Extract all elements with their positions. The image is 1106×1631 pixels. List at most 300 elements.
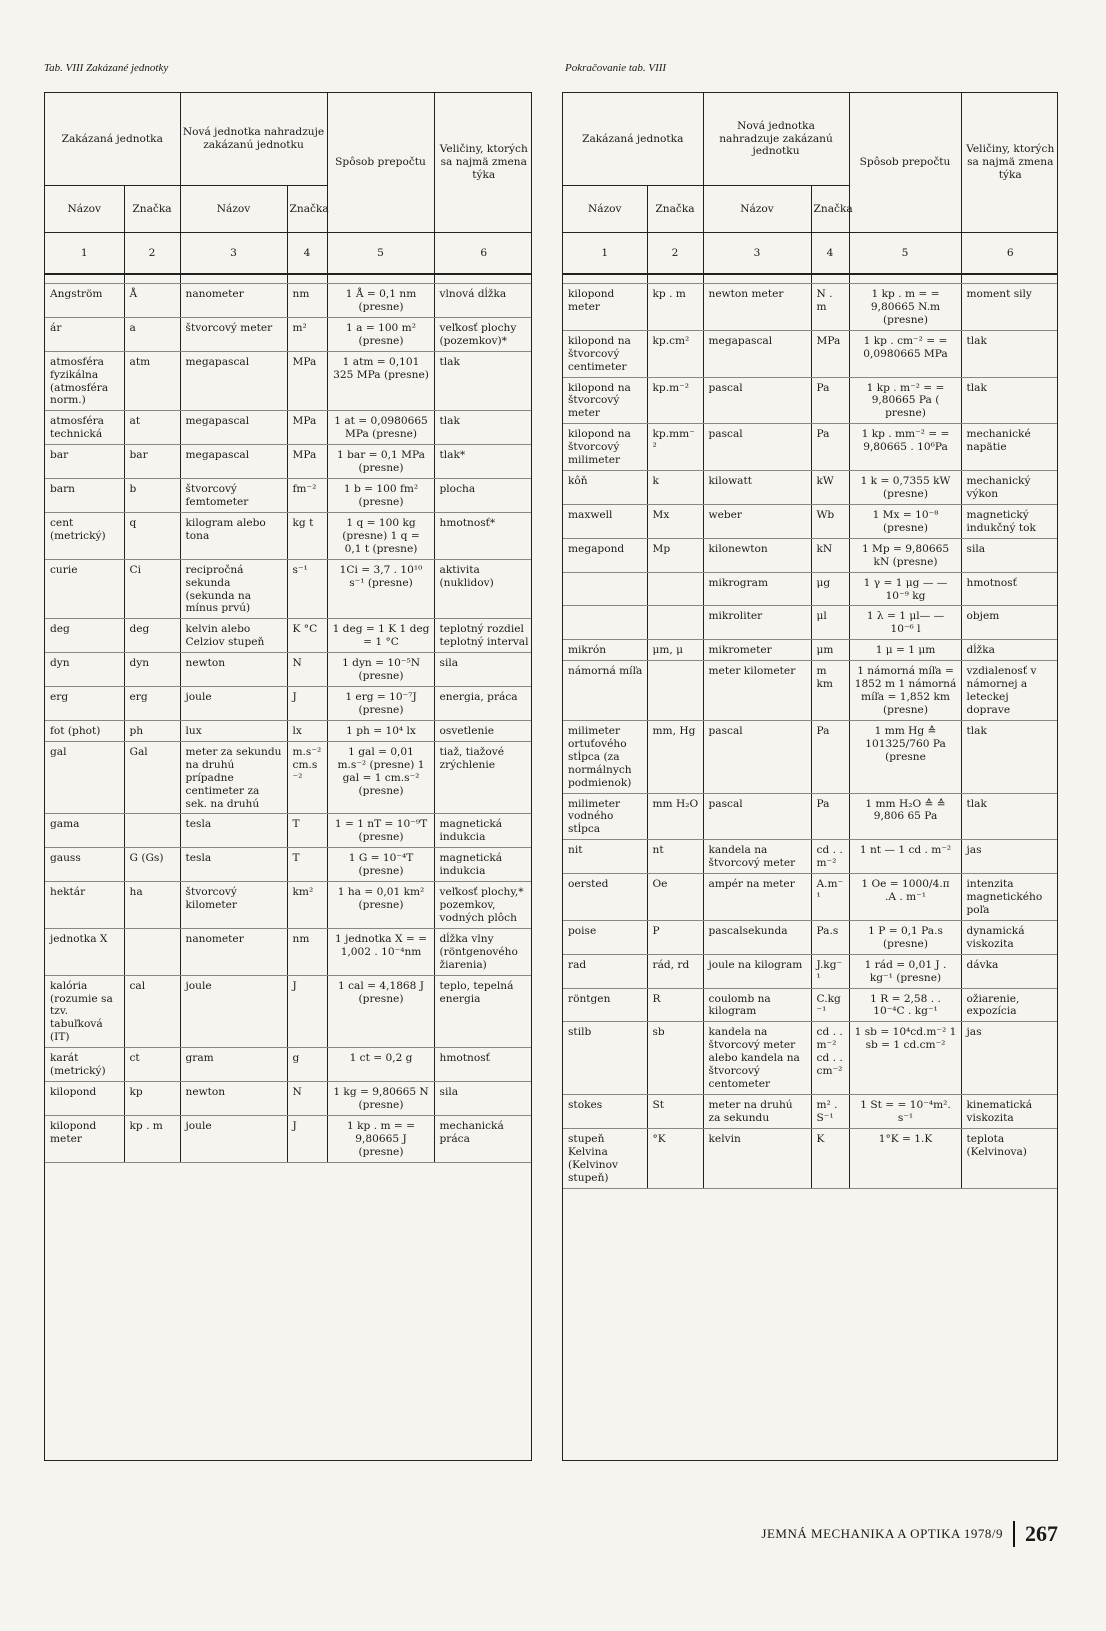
cell-new-symbol: Pa — [811, 720, 849, 793]
header-quantities: Veličiny, ktorých sa najmä zmena týka — [961, 93, 1058, 233]
cell-forbidden-symbol — [647, 606, 703, 640]
units-table-right — [563, 93, 1058, 1189]
cell-conversion: 1 kp . m = = 9,80665 J (presne) — [327, 1115, 434, 1162]
cell-new-symbol: MPa — [287, 445, 327, 479]
cell-conversion: 1 q = 100 kg (presne) 1 q = 0,1 t (presne) — [327, 512, 434, 559]
table-row — [563, 840, 1058, 874]
cell-new-name: weber — [703, 504, 811, 538]
table-row — [45, 411, 532, 445]
cell-forbidden-name: atmosféra fyzikálna (atmosféra norm.) — [45, 351, 124, 411]
cell-new-name: lux — [180, 720, 287, 741]
cell-quantity: sila — [961, 538, 1058, 572]
cell-new-symbol: μg — [811, 572, 849, 606]
cell-new-name: megapascal — [180, 445, 287, 479]
cell-conversion: 1 cal = 4,1868 J (presne) — [327, 975, 434, 1048]
cell-forbidden-name: jednotka X — [45, 928, 124, 975]
cell-quantity: dávka — [961, 954, 1058, 988]
table-row — [563, 424, 1058, 471]
cell-new-name: štvorcový femtometer — [180, 479, 287, 513]
cell-forbidden-name: stupeň Kelvina (Kelvinov stupeň) — [563, 1128, 647, 1188]
cell-quantity: magnetická indukcia — [434, 814, 532, 848]
table-row — [45, 559, 532, 619]
cell-forbidden-symbol: μm, μ — [647, 640, 703, 661]
cell-forbidden-name: karát (metrický) — [45, 1048, 124, 1082]
cell-new-symbol: m² — [287, 317, 327, 351]
units-table-right-panel — [562, 92, 1058, 1461]
header-symbol: Značka — [647, 186, 703, 233]
cell-quantity: tlak — [961, 377, 1058, 424]
units-table-left — [45, 93, 532, 1163]
cell-new-name: meter za sekundu na druhú prípadne centimeter za sek. na druhú — [180, 741, 287, 814]
cell-conversion: 1 R = 2,58 . . 10⁻⁴C . kg⁻¹ — [849, 988, 961, 1022]
cell-new-name: nanometer — [180, 284, 287, 318]
cell-conversion: 1 kp . cm⁻² = = 0,0980665 MPa — [849, 330, 961, 377]
header-col-number: 6 — [961, 233, 1058, 275]
cell-conversion: 1 kp . m⁻² = = 9,80665 Pa ( presne) — [849, 377, 961, 424]
cell-conversion: 1 a = 100 m² (presne) — [327, 317, 434, 351]
units-table-left-body — [45, 274, 532, 1162]
cell-forbidden-name: kilopond na štvorcový meter — [563, 377, 647, 424]
cell-forbidden-name: rad — [563, 954, 647, 988]
cell-new-symbol: cd . . m⁻² cd . . cm⁻² — [811, 1022, 849, 1095]
cell-conversion: 1 nt — 1 cd . m⁻² — [849, 840, 961, 874]
cell-conversion: 1 jednotka X = = 1,002 . 10⁻⁴nm — [327, 928, 434, 975]
cell-conversion: 1 rád = 0,01 J . kg⁻¹ (presne) — [849, 954, 961, 988]
cell-forbidden-symbol: R — [647, 988, 703, 1022]
cell-forbidden-name: gauss — [45, 848, 124, 882]
cell-forbidden-symbol: a — [124, 317, 180, 351]
table-row — [45, 653, 532, 687]
cell-new-symbol: J — [287, 687, 327, 721]
cell-conversion: 1 erg = 10⁻⁷J (presne) — [327, 687, 434, 721]
cell-forbidden-name: fot (phot) — [45, 720, 124, 741]
cell-conversion: 1 dyn = 10⁻⁵N (presne) — [327, 653, 434, 687]
header-col-number: 1 — [563, 233, 647, 275]
cell-forbidden-symbol: Ci — [124, 559, 180, 619]
cell-quantity: jas — [961, 840, 1058, 874]
cell-new-name: coulomb na kilogram — [703, 988, 811, 1022]
cell-forbidden-symbol: ha — [124, 882, 180, 929]
cell-new-symbol: m² . S⁻¹ — [811, 1095, 849, 1129]
cell-conversion: 1 ha = 0,01 km² (presne) — [327, 882, 434, 929]
table-row — [45, 814, 532, 848]
cell-new-symbol: J — [287, 975, 327, 1048]
table-row — [45, 687, 532, 721]
table-row — [563, 1095, 1058, 1129]
cell-conversion: 1Ci = 3,7 . 10¹⁰ s⁻¹ (presne) — [327, 559, 434, 619]
cell-forbidden-name: cent (metrický) — [45, 512, 124, 559]
cell-new-symbol: N — [287, 1082, 327, 1116]
cell-new-name: joule — [180, 975, 287, 1048]
cell-forbidden-symbol: cal — [124, 975, 180, 1048]
cell-forbidden-symbol: St — [647, 1095, 703, 1129]
cell-new-name: kilonewton — [703, 538, 811, 572]
cell-forbidden-symbol — [124, 928, 180, 975]
cell-new-symbol: Pa.s — [811, 920, 849, 954]
cell-forbidden-symbol: mm H₂O — [647, 793, 703, 840]
cell-forbidden-name: bar — [45, 445, 124, 479]
cell-quantity: magnetická indukcia — [434, 848, 532, 882]
cell-quantity: teplotný rozdiel teplotný interval — [434, 619, 532, 653]
cell-forbidden-name: kilopond meter — [45, 1115, 124, 1162]
cell-forbidden-name: deg — [45, 619, 124, 653]
cell-quantity: mechanická práca — [434, 1115, 532, 1162]
cell-new-name: štvorcový kilometer — [180, 882, 287, 929]
cell-conversion: 1 bar = 0,1 MPa (presne) — [327, 445, 434, 479]
cell-forbidden-symbol: Mp — [647, 538, 703, 572]
table-row — [45, 619, 532, 653]
cell-forbidden-symbol: ph — [124, 720, 180, 741]
header-name: Názov — [703, 186, 811, 233]
cell-quantity: plocha — [434, 479, 532, 513]
cell-forbidden-symbol: at — [124, 411, 180, 445]
cell-forbidden-symbol: kp — [124, 1082, 180, 1116]
cell-new-symbol: nm — [287, 284, 327, 318]
cell-forbidden-name: námorná míľa — [563, 661, 647, 721]
journal-name: JEMNÁ MECHANIKA A OPTIKA 1978/9 — [761, 1526, 1003, 1541]
table-row — [563, 377, 1058, 424]
cell-new-name: newton — [180, 1082, 287, 1116]
header-symbol-short: Značka — [811, 186, 849, 233]
cell-quantity: hmotnosť* — [434, 512, 532, 559]
cell-new-name: megapascal — [703, 330, 811, 377]
cell-forbidden-symbol: dyn — [124, 653, 180, 687]
cell-new-symbol: lx — [287, 720, 327, 741]
cell-quantity: ožiarenie, expozícia — [961, 988, 1058, 1022]
cell-new-name: kandela na štvorcový meter alebo kandela na štvorcový centometer — [703, 1022, 811, 1095]
cell-forbidden-symbol: sb — [647, 1022, 703, 1095]
cell-quantity: vlnová dĺžka — [434, 284, 532, 318]
table-row — [563, 793, 1058, 840]
cell-quantity: teplota (Kelvinova) — [961, 1128, 1058, 1188]
cell-new-symbol: Pa — [811, 424, 849, 471]
cell-new-symbol: J — [287, 1115, 327, 1162]
cell-new-symbol: m.s⁻² cm.s⁻² — [287, 741, 327, 814]
cell-new-name: joule — [180, 687, 287, 721]
cell-new-symbol: s⁻¹ — [287, 559, 327, 619]
cell-forbidden-symbol: bar — [124, 445, 180, 479]
header-name: Názov — [563, 186, 647, 233]
cell-new-symbol: m km — [811, 661, 849, 721]
header-col-number: 1 — [45, 233, 124, 275]
cell-forbidden-symbol: Å — [124, 284, 180, 318]
cell-quantity: aktivita (nuklidov) — [434, 559, 532, 619]
cell-new-symbol: N — [287, 653, 327, 687]
cell-new-symbol: g — [287, 1048, 327, 1082]
table-row — [563, 471, 1058, 505]
header-new-unit: Nová jednotka nahradzuje zakázanú jednotku — [180, 93, 327, 186]
table-row — [563, 661, 1058, 721]
table-row — [45, 720, 532, 741]
cell-new-symbol: kN — [811, 538, 849, 572]
header-col-number: 5 — [849, 233, 961, 275]
cell-new-name: nanometer — [180, 928, 287, 975]
table-row — [563, 284, 1058, 331]
cell-forbidden-symbol: q — [124, 512, 180, 559]
cell-conversion: 1 ph = 10⁴ lx — [327, 720, 434, 741]
cell-forbidden-symbol: kp . m — [124, 1115, 180, 1162]
cell-new-symbol: N . m — [811, 284, 849, 331]
table-row — [563, 504, 1058, 538]
cell-forbidden-name: kilopond — [45, 1082, 124, 1116]
cell-new-symbol: K — [811, 1128, 849, 1188]
header-col-number: 6 — [434, 233, 532, 275]
cell-forbidden-symbol — [647, 661, 703, 721]
header-conversion: Spôsob prepočtu — [849, 93, 961, 233]
cell-conversion: 1 k = 0,7355 kW (presne) — [849, 471, 961, 505]
cell-new-name: meter kilometer — [703, 661, 811, 721]
table-title-right: Pokračovanie tab. VIII — [565, 62, 667, 74]
header-col-number: 3 — [180, 233, 287, 275]
cell-forbidden-name: milimeter vodného stĺpca — [563, 793, 647, 840]
cell-new-symbol: Pa — [811, 377, 849, 424]
cell-forbidden-symbol — [124, 814, 180, 848]
header-col-number: 2 — [647, 233, 703, 275]
cell-forbidden-name: kalória (rozumie sa tzv. tabuľková (IT) — [45, 975, 124, 1048]
cell-conversion: 1 ct = 0,2 g — [327, 1048, 434, 1082]
header-forbidden-unit: Zakázaná jednotka — [563, 93, 703, 186]
cell-forbidden-name: maxwell — [563, 504, 647, 538]
cell-new-name: newton meter — [703, 284, 811, 331]
table-row — [563, 954, 1058, 988]
header-forbidden-unit: Zakázaná jednotka — [45, 93, 180, 186]
table-row — [45, 928, 532, 975]
cell-forbidden-symbol: ct — [124, 1048, 180, 1082]
cell-quantity: tlak — [961, 720, 1058, 793]
cell-quantity: tlak* — [434, 445, 532, 479]
cell-new-name: kelvin alebo Celziov stupeň — [180, 619, 287, 653]
table-row — [45, 848, 532, 882]
cell-quantity: vzdialenosť v námornej a leteckej doprave — [961, 661, 1058, 721]
cell-forbidden-name: stilb — [563, 1022, 647, 1095]
cell-new-name: pascal — [703, 793, 811, 840]
cell-quantity: hmotnosť — [434, 1048, 532, 1082]
cell-new-name: megapascal — [180, 351, 287, 411]
cell-new-name: kandela na štvorcový meter — [703, 840, 811, 874]
cell-quantity: dĺžka — [961, 640, 1058, 661]
cell-new-name: recipročná sekunda (sekunda na mínus prvú) — [180, 559, 287, 619]
cell-forbidden-name: atmosféra technická — [45, 411, 124, 445]
cell-quantity: veľkosť plochy,* pozemkov, vodných plôch — [434, 882, 532, 929]
cell-new-symbol: nm — [287, 928, 327, 975]
cell-forbidden-name: ár — [45, 317, 124, 351]
table-row — [45, 445, 532, 479]
table-row — [45, 317, 532, 351]
cell-new-name: pascal — [703, 424, 811, 471]
cell-conversion: 1 mm Hg ≙ 101325/760 Pa (presne — [849, 720, 961, 793]
cell-forbidden-name: curie — [45, 559, 124, 619]
cell-conversion: 1 gal = 0,01 m.s⁻² (presne) 1 gal = 1 cm.s⁻² (presne) — [327, 741, 434, 814]
table-row — [563, 538, 1058, 572]
cell-new-name: meter na druhú za sekundu — [703, 1095, 811, 1129]
cell-new-symbol: T — [287, 814, 327, 848]
header-symbol: Značka — [124, 186, 180, 233]
cell-quantity: mechanický výkon — [961, 471, 1058, 505]
cell-forbidden-symbol — [647, 572, 703, 606]
cell-new-symbol: fm⁻² — [287, 479, 327, 513]
header-symbol-short: Značka — [287, 186, 327, 233]
cell-forbidden-symbol: Mx — [647, 504, 703, 538]
cell-new-name: ampér na meter — [703, 874, 811, 921]
cell-conversion: 1 at = 0,0980665 MPa (presne) — [327, 411, 434, 445]
header-col-number: 2 — [124, 233, 180, 275]
cell-forbidden-symbol: Oe — [647, 874, 703, 921]
cell-conversion: 1 P = 0,1 Pa.s (presne) — [849, 920, 961, 954]
cell-conversion: 1 kp . m = = 9,80665 N.m (presne) — [849, 284, 961, 331]
cell-conversion: 1 Mp = 9,80665 kN (presne) — [849, 538, 961, 572]
cell-forbidden-name: gama — [45, 814, 124, 848]
cell-conversion: 1 kp . mm⁻² = = 9,80665 . 10⁶Pa — [849, 424, 961, 471]
cell-forbidden-symbol: kp.m⁻² — [647, 377, 703, 424]
cell-forbidden-name: megapond — [563, 538, 647, 572]
cell-conversion: 1 λ = 1 μl— — 10⁻⁶ l — [849, 606, 961, 640]
header-col-number: 4 — [287, 233, 327, 275]
units-table-left-panel — [44, 92, 532, 1461]
table-row — [45, 1048, 532, 1082]
cell-quantity: dynamická viskozita — [961, 920, 1058, 954]
table-row — [563, 988, 1058, 1022]
table-row — [563, 640, 1058, 661]
cell-conversion: 1 kg = 9,80665 N (presne) — [327, 1082, 434, 1116]
cell-quantity: moment sily — [961, 284, 1058, 331]
cell-conversion: 1 μ = 1 μm — [849, 640, 961, 661]
cell-forbidden-symbol: °K — [647, 1128, 703, 1188]
cell-forbidden-symbol: P — [647, 920, 703, 954]
table-row — [45, 1082, 532, 1116]
cell-forbidden-name: röntgen — [563, 988, 647, 1022]
cell-quantity: objem — [961, 606, 1058, 640]
cell-conversion: 1 Å = 0,1 nm (presne) — [327, 284, 434, 318]
table-row — [563, 1022, 1058, 1095]
cell-quantity: kinematická viskozita — [961, 1095, 1058, 1129]
header-conversion: Spôsob prepočtu — [327, 93, 434, 233]
cell-forbidden-name: nit — [563, 840, 647, 874]
cell-forbidden-symbol: k — [647, 471, 703, 505]
cell-conversion: 1 deg = 1 K 1 deg = 1 °C — [327, 619, 434, 653]
table-row — [45, 882, 532, 929]
cell-new-name: pascal — [703, 377, 811, 424]
cell-new-symbol: Pa — [811, 793, 849, 840]
cell-new-name: mikrogram — [703, 572, 811, 606]
cell-quantity: tlak — [434, 411, 532, 445]
cell-new-name: mikroliter — [703, 606, 811, 640]
cell-forbidden-name: kilopond na štvorcový centimeter — [563, 330, 647, 377]
cell-forbidden-name — [563, 606, 647, 640]
cell-quantity: tlak — [961, 793, 1058, 840]
cell-conversion: 1 γ = 1 μg — — 10⁻⁹ kg — [849, 572, 961, 606]
cell-new-name: newton — [180, 653, 287, 687]
table-row — [45, 351, 532, 411]
table-row — [45, 512, 532, 559]
cell-new-symbol: Wb — [811, 504, 849, 538]
header-quantities: Veličiny, ktorých sa najmä zmena týka — [434, 93, 532, 233]
cell-new-name: mikrometer — [703, 640, 811, 661]
cell-conversion: 1 atm = 0,101 325 MPa (presne) — [327, 351, 434, 411]
cell-conversion: 1°K = 1.K — [849, 1128, 961, 1188]
cell-new-symbol: μm — [811, 640, 849, 661]
cell-forbidden-name: kilopond meter — [563, 284, 647, 331]
table-row — [563, 920, 1058, 954]
table-row — [45, 975, 532, 1048]
cell-forbidden-name: kilopond na štvorcový milimeter — [563, 424, 647, 471]
cell-new-name: kelvin — [703, 1128, 811, 1188]
cell-forbidden-symbol: erg — [124, 687, 180, 721]
cell-forbidden-symbol: b — [124, 479, 180, 513]
cell-conversion: 1 mm H₂O ≙ ≙ 9,806 65 Pa — [849, 793, 961, 840]
cell-quantity: teplo, tepelná energia — [434, 975, 532, 1048]
table-row — [45, 284, 532, 318]
cell-conversion: 1 b = 100 fm² (presne) — [327, 479, 434, 513]
table-row — [563, 606, 1058, 640]
cell-forbidden-name: dyn — [45, 653, 124, 687]
header-name: Názov — [180, 186, 287, 233]
cell-new-name: kilogram alebo tona — [180, 512, 287, 559]
cell-conversion: 1 = 1 nT = 10⁻⁹T (presne) — [327, 814, 434, 848]
cell-forbidden-symbol: kp.cm² — [647, 330, 703, 377]
cell-new-name: kilowatt — [703, 471, 811, 505]
cell-forbidden-name: erg — [45, 687, 124, 721]
cell-new-symbol: km² — [287, 882, 327, 929]
cell-forbidden-name: oersted — [563, 874, 647, 921]
cell-forbidden-name: mikrón — [563, 640, 647, 661]
table-row — [45, 741, 532, 814]
table-row — [563, 330, 1058, 377]
cell-new-symbol: A.m⁻¹ — [811, 874, 849, 921]
cell-quantity: sila — [434, 1082, 532, 1116]
cell-new-name: megapascal — [180, 411, 287, 445]
cell-forbidden-symbol: atm — [124, 351, 180, 411]
cell-forbidden-name: barn — [45, 479, 124, 513]
cell-quantity: tlak — [434, 351, 532, 411]
table-row — [563, 874, 1058, 921]
table-row — [563, 1128, 1058, 1188]
cell-new-symbol: MPa — [287, 411, 327, 445]
cell-quantity: mechanické napätie — [961, 424, 1058, 471]
cell-conversion: 1 sb = 10⁴cd.m⁻² 1 sb = 1 cd.cm⁻² — [849, 1022, 961, 1095]
header-new-unit: Nová jednotka nahradzuje zakázanú jednotku — [703, 93, 849, 186]
cell-forbidden-name: kôň — [563, 471, 647, 505]
cell-forbidden-symbol: Gal — [124, 741, 180, 814]
cell-forbidden-name — [563, 572, 647, 606]
table-row — [45, 1115, 532, 1162]
cell-quantity: dĺžka vlny (röntgenového žiarenia) — [434, 928, 532, 975]
cell-new-name: gram — [180, 1048, 287, 1082]
cell-quantity: veľkosť plochy (pozemkov)* — [434, 317, 532, 351]
cell-new-symbol: kW — [811, 471, 849, 505]
cell-conversion: 1 St = = 10⁻⁴m². s⁻¹ — [849, 1095, 961, 1129]
page-number: 267 — [1025, 1521, 1058, 1546]
cell-conversion: 1 námorná míľa = 1852 m 1 námorná míľa = 1,852 km (presne) — [849, 661, 961, 721]
cell-new-symbol: MPa — [811, 330, 849, 377]
cell-new-name: tesla — [180, 814, 287, 848]
cell-new-name: pascalsekunda — [703, 920, 811, 954]
table-row — [45, 479, 532, 513]
cell-new-symbol: J.kg⁻¹ — [811, 954, 849, 988]
cell-conversion: 1 Mx = 10⁻⁸ (presne) — [849, 504, 961, 538]
cell-new-symbol: C.kg⁻¹ — [811, 988, 849, 1022]
table-row — [563, 572, 1058, 606]
cell-forbidden-symbol: mm, Hg — [647, 720, 703, 793]
cell-forbidden-symbol: nt — [647, 840, 703, 874]
cell-new-name: joule na kilogram — [703, 954, 811, 988]
cell-new-name: štvorcový meter — [180, 317, 287, 351]
cell-forbidden-name: poise — [563, 920, 647, 954]
cell-forbidden-name: gal — [45, 741, 124, 814]
cell-new-name: tesla — [180, 848, 287, 882]
cell-quantity: intenzita magnetického poľa — [961, 874, 1058, 921]
cell-forbidden-symbol: deg — [124, 619, 180, 653]
cell-forbidden-symbol: kp . m — [647, 284, 703, 331]
